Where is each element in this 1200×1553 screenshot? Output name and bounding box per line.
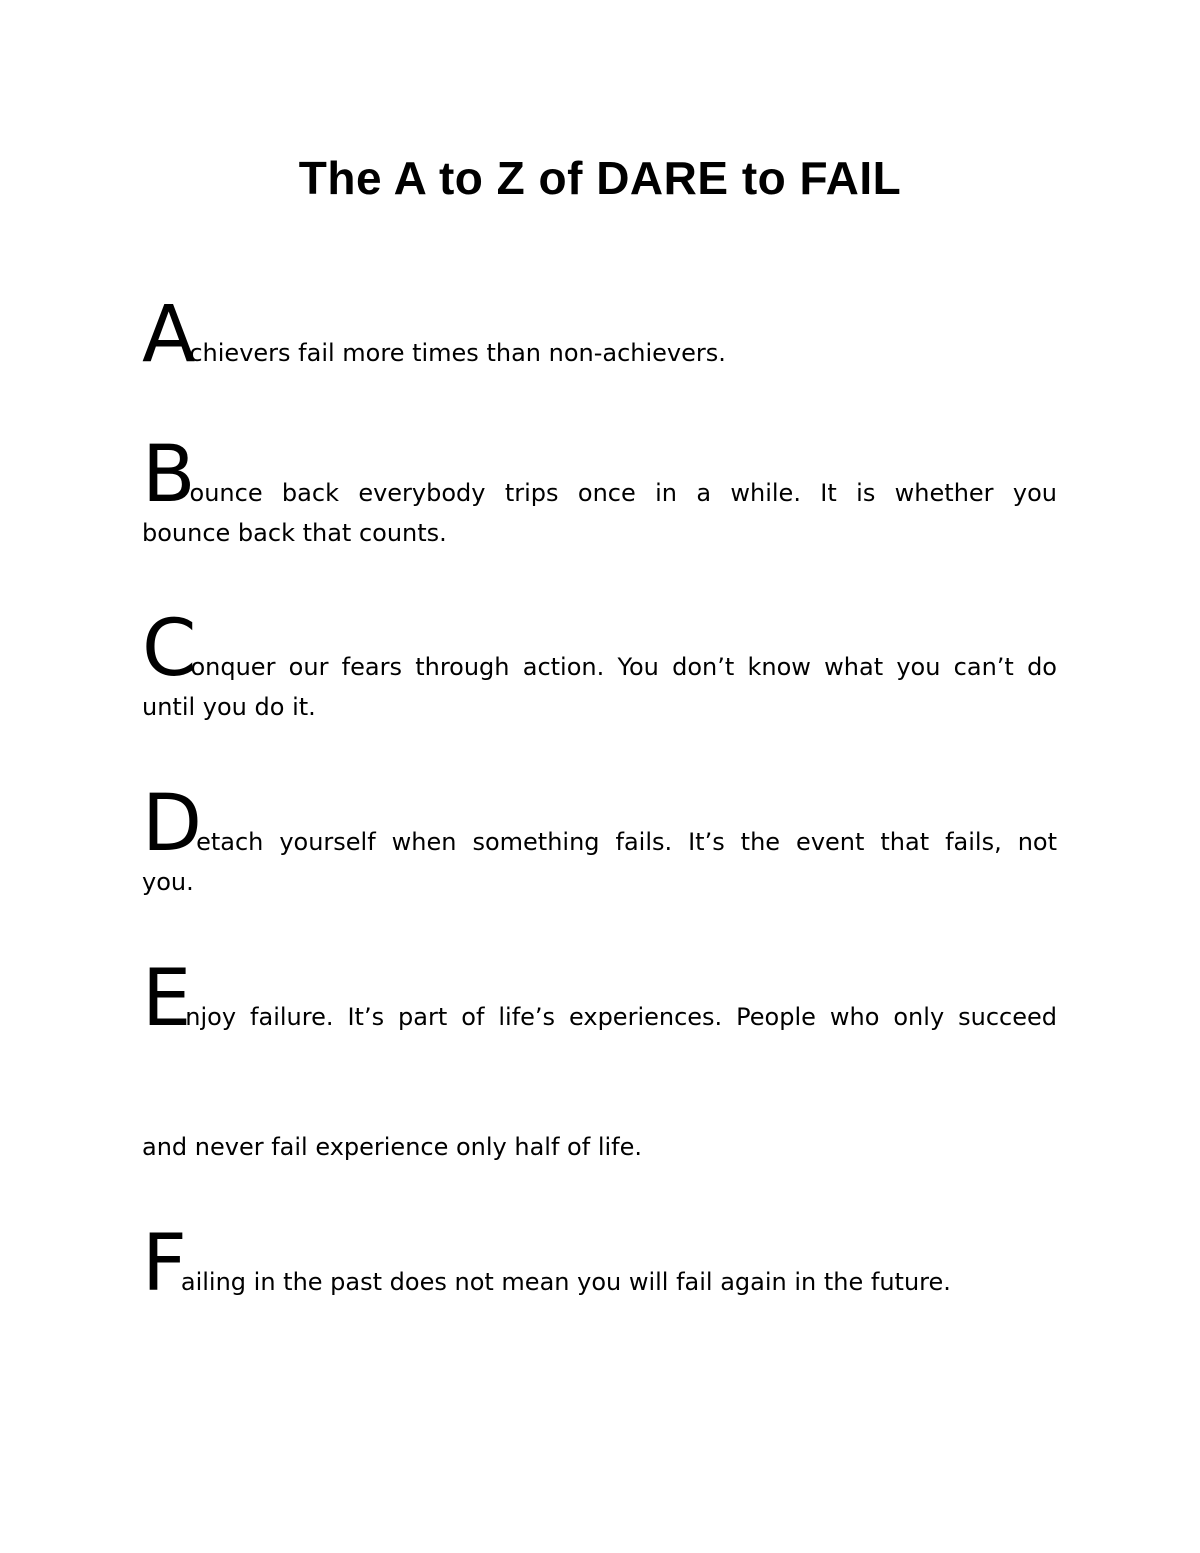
entry-first-line bbox=[142, 1219, 1057, 1309]
entry-d bbox=[142, 779, 1057, 899]
entry-first-line bbox=[142, 290, 1057, 380]
drop-cap-letter: A bbox=[142, 290, 190, 380]
drop-cap-letter: D bbox=[142, 779, 197, 869]
entry-continuation-line: you. bbox=[142, 868, 194, 896]
entry-text: ounce back everybody trips once in a while. It is whether you bbox=[189, 479, 1057, 507]
entry-text: chievers fail more times than non-achievers. bbox=[189, 339, 726, 367]
drop-cap-letter: E bbox=[142, 954, 186, 1044]
entry-b bbox=[142, 430, 1057, 550]
entry-text: onquer our fears through action. You don’t know what you can’t do bbox=[190, 653, 1057, 681]
entry-continuation-line: and never fail experience only half of life. bbox=[142, 1133, 642, 1161]
entry-first-line bbox=[142, 779, 1057, 869]
document-title: The A to Z of DARE to FAIL bbox=[298, 152, 902, 204]
entry-f bbox=[142, 1219, 1057, 1309]
drop-cap-letter: C bbox=[142, 604, 191, 694]
drop-cap-letter: B bbox=[142, 430, 190, 520]
entry-c bbox=[142, 604, 1057, 724]
entry-first-line bbox=[142, 954, 1057, 1044]
entry-text: ailing in the past does not mean you will fail again in the future. bbox=[180, 1268, 951, 1296]
entry-text: etach yourself when something fails. It’s the event that fails, not bbox=[196, 828, 1057, 856]
entry-continuation-line: until you do it. bbox=[142, 693, 316, 721]
drop-cap-letter: F bbox=[142, 1219, 181, 1309]
entry-first-line bbox=[142, 430, 1057, 520]
entry-text: njoy failure. It’s part of life’s experiences. People who only succeed bbox=[185, 1003, 1057, 1031]
entry-a bbox=[142, 290, 1057, 380]
entry-continuation-line: bounce back that counts. bbox=[142, 519, 447, 547]
entry-first-line bbox=[142, 604, 1057, 694]
entry-e bbox=[142, 954, 1057, 1164]
